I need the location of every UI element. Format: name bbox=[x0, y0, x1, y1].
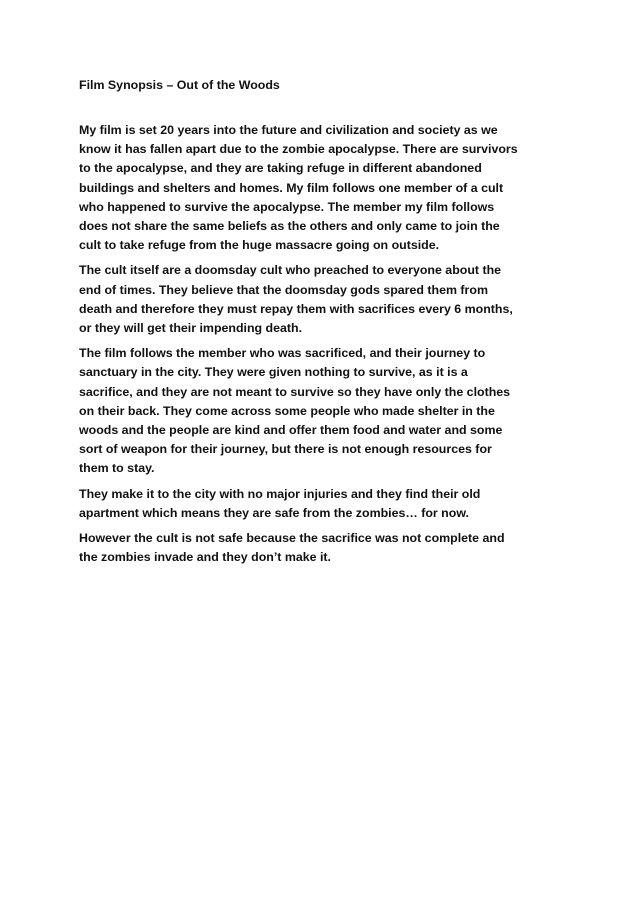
paragraph-4 bbox=[79, 485, 569, 523]
paragraph-line: death and therefore they must repay them with sacrifices every 6 months, bbox=[79, 301, 513, 316]
document-body bbox=[79, 121, 569, 573]
paragraph-line: on their back. They come across some people who made shelter in the bbox=[79, 403, 495, 418]
paragraph-line: My film is set 20 years into the future and civilization and society as we bbox=[79, 123, 498, 137]
paragraph-line: buildings and shelters and homes. My film follows one member of a cult bbox=[79, 180, 504, 195]
paragraph-line: The film follows the member who was sacrificed, and their journey to bbox=[79, 346, 486, 361]
paragraph-line: However the cult is not safe because the sacrifice was not complete and bbox=[79, 531, 505, 546]
paragraph-line: The cult itself are a doomsday cult who preached to everyone about the bbox=[79, 263, 502, 278]
paragraph-line: or they will get their impending death. bbox=[79, 321, 303, 336]
paragraph-line: who happened to survive the apocalypse. The member my film follows bbox=[79, 199, 495, 214]
paragraph-line: cult to take refuge from the huge massacre going on outside. bbox=[79, 238, 440, 253]
paragraph-5 bbox=[79, 529, 569, 567]
paragraph-line: apartment which means they are safe from the zombies… for now. bbox=[79, 505, 469, 520]
paragraph-line: know it has fallen apart due to the zombie apocalypse. There are survivors bbox=[79, 142, 518, 157]
paragraph-1 bbox=[79, 121, 569, 255]
paragraph-line: the zombies invade and they don’t make it. bbox=[79, 550, 331, 565]
paragraph-line: They make it to the city with no major injuries and they find their old bbox=[79, 486, 481, 501]
paragraph-3 bbox=[79, 344, 569, 478]
paragraph-2 bbox=[79, 261, 569, 338]
paragraph-line: sacrifice, and they are not meant to survive so they have only the clothes bbox=[79, 384, 511, 399]
paragraph-line: them to stay. bbox=[79, 461, 155, 476]
document-title: Film Synopsis – Out of the Woods bbox=[79, 78, 280, 92]
paragraph-line: to the apocalypse, and they are taking refuge in different abandoned bbox=[79, 161, 482, 176]
paragraph-line: woods and the people are kind and offer them food and water and some bbox=[79, 423, 503, 438]
paragraph-line: end of times. They believe that the doomsday gods spared them from bbox=[79, 282, 488, 297]
paragraph-line: sort of weapon for their journey, but there is not enough resources for bbox=[79, 442, 492, 457]
paragraph-line: does not share the same beliefs as the others and only came to join the bbox=[79, 219, 500, 234]
paragraph-line: sanctuary in the city. They were given nothing to survive, as it is a bbox=[79, 365, 468, 380]
